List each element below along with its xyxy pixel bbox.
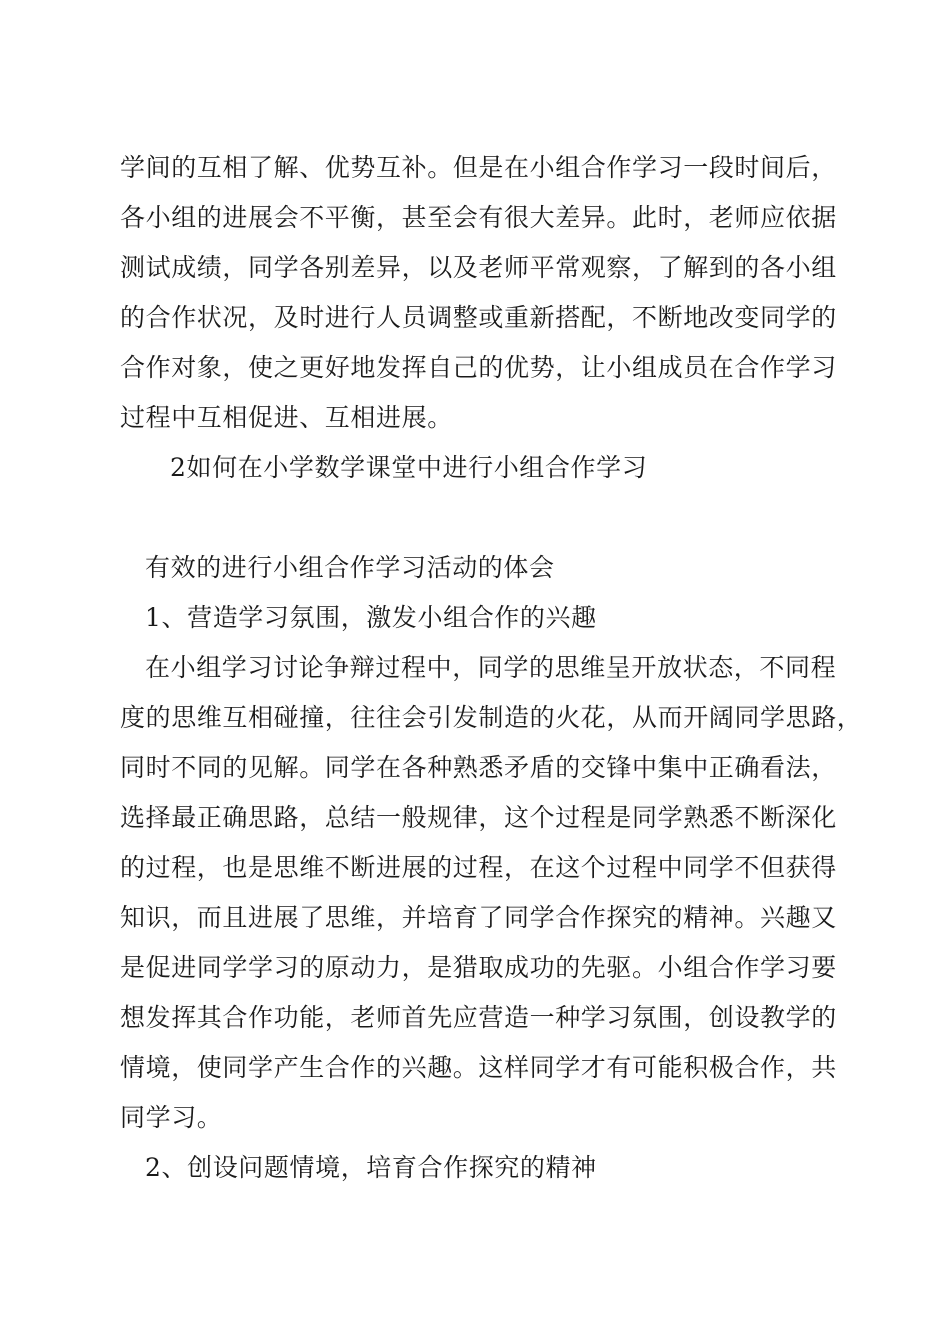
paragraph-line: 过程中互相促进、互相进展。	[120, 403, 453, 432]
paragraph-line: 合作对象，使之更好地发挥自己的优势，让小组成员在合作学习	[120, 353, 837, 382]
subsection-heading: 有效的进行小组合作学习活动的体会	[145, 553, 555, 582]
paragraph-line: 在小组学习讨论争辩过程中，同学的思维呈开放状态，不同程	[145, 653, 837, 682]
paragraph-line: 的过程，也是思维不断进展的过程，在这个过程中同学不但获得	[120, 853, 837, 882]
paragraph-line: 选择最正确思路，总结一般规律，这个过程是同学熟悉不断深化	[120, 803, 837, 832]
list-heading: 1、营造学习氛围，激发小组合作的兴趣	[145, 603, 597, 632]
paragraph-line: 的合作状况，及时进行人员调整或重新搭配，不断地改变同学的	[120, 303, 837, 332]
paragraph-line: 想发挥其合作功能，老师首先应营造一种学习氛围，创设教学的	[120, 1003, 837, 1032]
paragraph-line: 同时不同的见解。同学在各种熟悉矛盾的交锋中集中正确看法，	[120, 753, 837, 782]
paragraph-line: 同学习。	[120, 1103, 223, 1132]
list-heading: 2、创设问题情境，培育合作探究的精神	[145, 1153, 597, 1182]
paragraph-line: 度的思维互相碰撞，往往会引发制造的火花，从而开阔同学思路，	[120, 703, 863, 732]
paragraph-line: 各小组的进展会不平衡，甚至会有很大差异。此时，老师应依据	[120, 203, 837, 232]
section-heading: 2如何在小学数学课堂中进行小组合作学习	[170, 453, 648, 482]
paragraph-line: 情境，使同学产生合作的兴趣。这样同学才有可能积极合作，共	[120, 1053, 837, 1082]
paragraph-line: 是促进同学学习的原动力，是猎取成功的先驱。小组合作学习要	[120, 953, 837, 982]
paragraph-line: 知识，而且进展了思维，并培育了同学合作探究的精神。兴趣又	[120, 903, 837, 932]
paragraph-line: 测试成绩，同学各别差异，以及老师平常观察，了解到的各小组	[120, 253, 837, 282]
paragraph-line: 学间的互相了解、优势互补。但是在小组合作学习一段时间后，	[120, 153, 837, 182]
